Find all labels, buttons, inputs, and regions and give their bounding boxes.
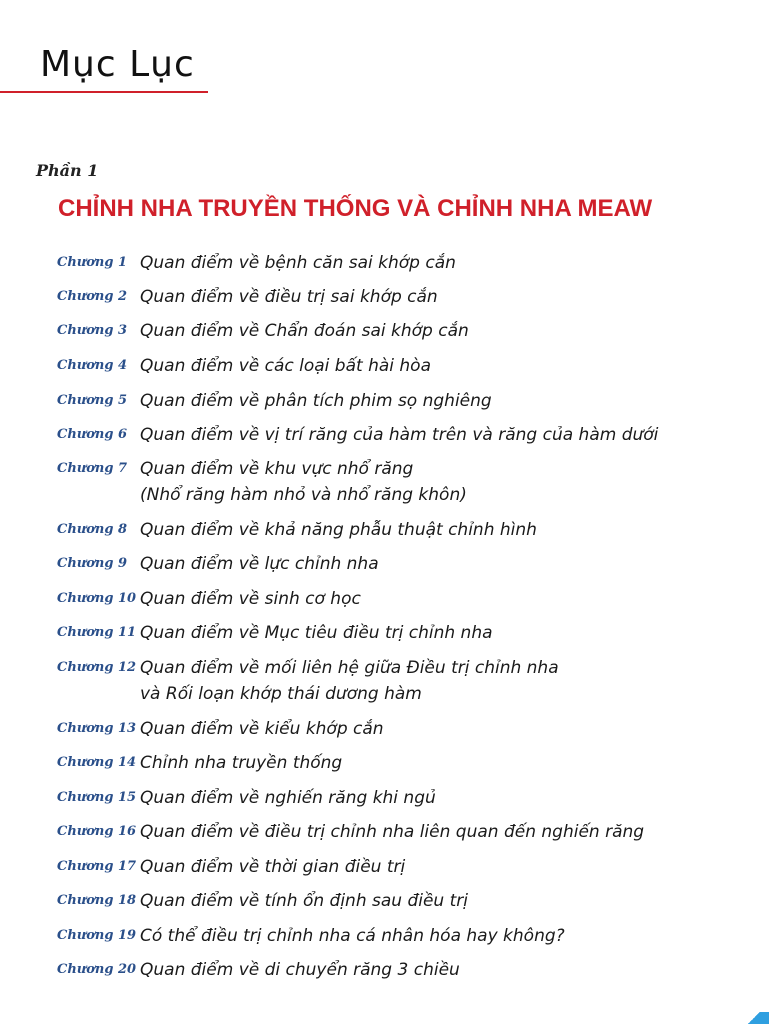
chapter-number: Chương 4 bbox=[57, 358, 128, 373]
corner-decoration bbox=[739, 1012, 769, 1024]
chapter-number: Chương 16 bbox=[57, 824, 137, 839]
chapter-number: Chương 3 bbox=[57, 323, 128, 338]
chapter-number: Chương 14 bbox=[57, 755, 137, 770]
chapter-number: Chương 10 bbox=[57, 591, 137, 606]
chapter-title-continued: (Nhổ răng hàm nhỏ và nhổ răng khôn) bbox=[140, 485, 467, 505]
chapter-title: Quan điểm về khu vực nhổ răng bbox=[140, 459, 414, 479]
chapter-number: Chương 7 bbox=[57, 461, 128, 476]
chapter-title: Chỉnh nha truyền thống bbox=[140, 753, 343, 773]
chapter-number: Chương 2 bbox=[57, 289, 128, 304]
chapter-number: Chương 8 bbox=[57, 522, 128, 537]
chapter-number: Chương 13 bbox=[57, 721, 137, 736]
chapter-number: Chương 5 bbox=[57, 393, 128, 408]
chapter-title: Quan điểm về Mục tiêu điều trị chỉnh nha bbox=[140, 623, 493, 643]
chapter-title: Quan điểm về điều trị chỉnh nha liên quan đến nghiến răng bbox=[140, 822, 645, 842]
title-underline bbox=[0, 91, 208, 93]
chapter-title: Quan điểm về điều trị sai khớp cắn bbox=[140, 287, 438, 307]
chapter-number: Chương 9 bbox=[57, 556, 128, 571]
chapter-number: Chương 15 bbox=[57, 790, 137, 805]
chapter-title: Quan điểm về tính ổn định sau điều trị bbox=[140, 891, 468, 911]
chapter-title: Quan điểm về khả năng phẫu thuật chỉnh hình bbox=[140, 520, 537, 540]
chapter-number: Chương 19 bbox=[57, 928, 137, 943]
chapter-number: Chương 6 bbox=[57, 427, 128, 442]
chapter-title: Quan điểm về bệnh căn sai khớp cắn bbox=[140, 253, 456, 273]
chapter-title: Quan điểm về mối liên hệ giữa Điều trị chỉnh nha bbox=[140, 658, 559, 678]
chapter-number: Chương 11 bbox=[57, 625, 137, 640]
chapter-title: Có thể điều trị chỉnh nha cá nhân hóa hay không? bbox=[140, 926, 565, 946]
chapter-title-continued: và Rối loạn khớp thái dương hàm bbox=[140, 684, 422, 704]
chapter-number: Chương 12 bbox=[57, 660, 137, 675]
chapter-number: Chương 1 bbox=[57, 255, 128, 270]
chapter-title: Quan điểm về di chuyển răng 3 chiều bbox=[140, 960, 460, 980]
chapter-title: Quan điểm về kiểu khớp cắn bbox=[140, 719, 384, 739]
chapter-number: Chương 18 bbox=[57, 893, 137, 908]
chapter-title: Quan điểm về thời gian điều trị bbox=[140, 857, 406, 877]
part-title: CHỈNH NHA TRUYỀN THỐNG VÀ CHỈNH NHA MEAW bbox=[58, 195, 653, 222]
chapter-title: Quan điểm về các loại bất hài hòa bbox=[140, 356, 431, 376]
chapter-title: Quan điểm về nghiến răng khi ngủ bbox=[140, 788, 436, 808]
page-title: Mục Lục bbox=[40, 44, 195, 85]
chapter-title: Quan điểm về Chẩn đoán sai khớp cắn bbox=[140, 321, 469, 341]
chapter-title: Quan điểm về vị trí răng của hàm trên và răng của hàm dưới bbox=[140, 425, 659, 445]
chapter-number: Chương 17 bbox=[57, 859, 137, 874]
chapter-title: Quan điểm về phân tích phim sọ nghiêng bbox=[140, 391, 492, 411]
chapter-number: Chương 20 bbox=[57, 962, 137, 977]
chapter-title: Quan điểm về lực chỉnh nha bbox=[140, 554, 379, 574]
part-label: Phần 1 bbox=[36, 161, 99, 180]
chapter-title: Quan điểm về sinh cơ học bbox=[140, 589, 361, 609]
